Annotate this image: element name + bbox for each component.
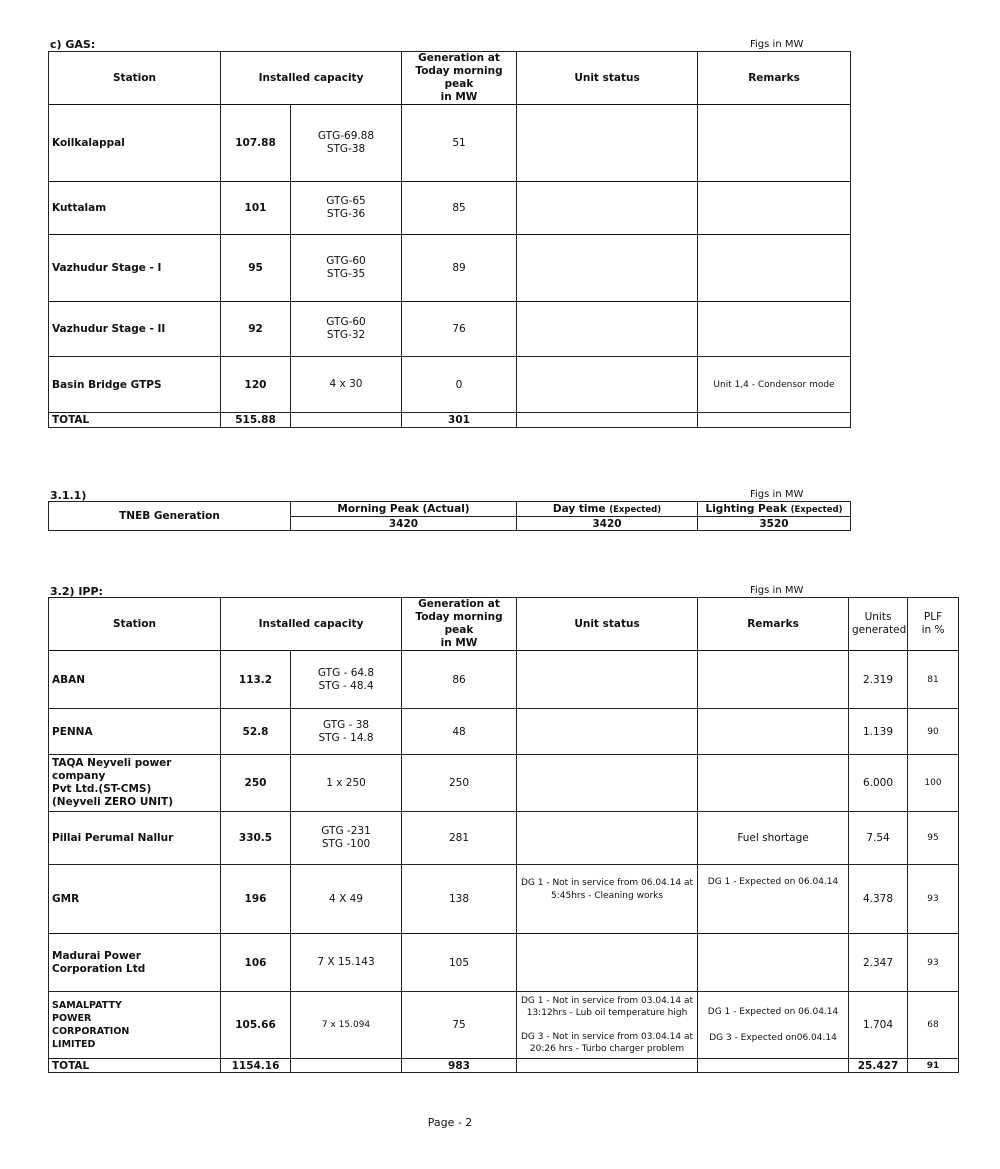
gas-unit-status — [517, 235, 698, 302]
gas-station: Koilkalappal — [49, 105, 221, 182]
tneb-day-value: 3420 — [517, 517, 698, 531]
gas-unit-status — [517, 302, 698, 357]
gas-station: Basin Bridge GTPS — [49, 357, 221, 413]
ipp-unit-status: DG 1 - Not in service from 03.04.14 at 13:12hrs - Lub oil temperature high DG 3 - Not in service from 03.04.14 at 20:26 hrs - Turbo charger problem — [517, 992, 698, 1059]
gas-generation: 85 — [402, 182, 517, 235]
page-number: Page - 2 — [427, 1116, 473, 1129]
gas-capacity: 107.88 — [221, 105, 291, 182]
gas-header-generation: Generation at Today morning peak in MW — [402, 52, 517, 105]
ipp-total-row — [49, 1059, 959, 1073]
ipp-header-unit-status: Unit status — [517, 598, 698, 651]
gas-generation: 0 — [402, 357, 517, 413]
gas-units: GTG-69.88 STG-38 — [291, 105, 402, 182]
ipp-remarks — [698, 934, 849, 992]
ipp-units: 1 x 250 — [291, 755, 402, 812]
gas-unit-status — [517, 357, 698, 413]
ipp-units: 7 X 15.143 — [291, 934, 402, 992]
tneb-section-label: 3.1.1) — [50, 489, 87, 502]
ipp-units-generated: 7.54 — [849, 812, 908, 865]
gas-header-remarks: Remarks — [698, 52, 851, 105]
ipp-unit-status — [517, 709, 698, 755]
ipp-unit-status: DG 1 - Not in service from 06.04.14 at 5:45hrs - Cleaning works — [517, 865, 698, 934]
gas-station: Vazhudur Stage - I — [49, 235, 221, 302]
ipp-unit-status — [517, 651, 698, 709]
ipp-plf: 100 — [908, 755, 959, 812]
ipp-units: GTG -231 STG -100 — [291, 812, 402, 865]
ipp-units: GTG - 64.8 STG - 48.4 — [291, 651, 402, 709]
ipp-header-generation: Generation at Today morning peak in MW — [402, 598, 517, 651]
gas-header-station: Station — [49, 52, 221, 105]
ipp-units-generated: 4.378 — [849, 865, 908, 934]
gas-units: 4 x 30 — [291, 357, 402, 413]
ipp-header-installed: Installed capacity — [221, 598, 402, 651]
table-row — [49, 755, 959, 812]
tneb-morning-value: 3420 — [291, 517, 517, 531]
ipp-remarks — [698, 709, 849, 755]
ipp-units-generated: 1.139 — [849, 709, 908, 755]
gas-remarks — [698, 235, 851, 302]
ipp-remarks — [698, 755, 849, 812]
table-row — [49, 182, 851, 235]
ipp-figs-note: Figs in MW — [750, 585, 804, 596]
tneb-header-day: Day time (Expected) — [517, 502, 698, 517]
tneb-table — [48, 501, 851, 531]
gas-section-label: c) GAS: — [50, 38, 96, 51]
ipp-remarks — [698, 651, 849, 709]
ipp-station: TAQA Neyveli power company Pvt Ltd.(ST-CMS) (Neyveli ZERO UNIT) — [49, 755, 221, 812]
gas-total-label: TOTAL — [49, 413, 221, 428]
gas-units: GTG-60 STG-35 — [291, 235, 402, 302]
gas-figs-note: Figs in MW — [750, 39, 804, 50]
gas-capacity: 92 — [221, 302, 291, 357]
ipp-section-label: 3.2) IPP: — [50, 585, 103, 598]
table-row — [49, 709, 959, 755]
gas-capacity: 101 — [221, 182, 291, 235]
ipp-total-label: TOTAL — [49, 1059, 221, 1073]
gas-remarks: Unit 1,4 - Condensor mode — [698, 357, 851, 413]
ipp-header-remarks: Remarks — [698, 598, 849, 651]
ipp-plf: 81 — [908, 651, 959, 709]
ipp-units-generated: 2.319 — [849, 651, 908, 709]
table-row — [49, 105, 851, 182]
ipp-units-generated: 6.000 — [849, 755, 908, 812]
table-row — [49, 651, 959, 709]
ipp-units: 7 x 15.094 — [291, 992, 402, 1059]
gas-header-unit-status: Unit status — [517, 52, 698, 105]
ipp-generation: 86 — [402, 651, 517, 709]
table-row — [49, 812, 959, 865]
ipp-generation: 250 — [402, 755, 517, 812]
ipp-total-units-generated: 25.427 — [849, 1059, 908, 1073]
ipp-remarks: Fuel shortage — [698, 812, 849, 865]
ipp-remarks: DG 1 - Expected on 06.04.14 — [698, 865, 849, 934]
ipp-generation: 281 — [402, 812, 517, 865]
ipp-station: PENNA — [49, 709, 221, 755]
table-row — [49, 357, 851, 413]
ipp-capacity: 330.5 — [221, 812, 291, 865]
ipp-unit-status — [517, 755, 698, 812]
gas-units: GTG-65 STG-36 — [291, 182, 402, 235]
tneb-row-label: TNEB Generation — [49, 502, 291, 531]
ipp-header-station: Station — [49, 598, 221, 651]
ipp-units-generated: 2.347 — [849, 934, 908, 992]
ipp-plf: 68 — [908, 992, 959, 1059]
ipp-station: SAMALPATTY POWER CORPORATION LIMITED — [49, 992, 221, 1059]
gas-units: GTG-60 STG-32 — [291, 302, 402, 357]
ipp-units: 4 X 49 — [291, 865, 402, 934]
ipp-station: Pillai Perumal Nallur — [49, 812, 221, 865]
ipp-remarks: DG 1 - Expected on 06.04.14 DG 3 - Expected on06.04.14 — [698, 992, 849, 1059]
ipp-unit-status — [517, 812, 698, 865]
gas-total-generation: 301 — [402, 413, 517, 428]
gas-table — [48, 51, 851, 428]
ipp-units-generated: 1.704 — [849, 992, 908, 1059]
ipp-plf: 93 — [908, 934, 959, 992]
table-row — [49, 235, 851, 302]
ipp-capacity: 250 — [221, 755, 291, 812]
tneb-header-morning: Morning Peak (Actual) — [291, 502, 517, 517]
tneb-header-lighting: Lighting Peak (Expected) — [698, 502, 851, 517]
gas-unit-status — [517, 182, 698, 235]
table-row — [49, 865, 959, 934]
gas-total-capacity: 515.88 — [221, 413, 291, 428]
tneb-lighting-value: 3520 — [698, 517, 851, 531]
table-row — [49, 302, 851, 357]
table-row — [49, 934, 959, 992]
ipp-capacity: 52.8 — [221, 709, 291, 755]
ipp-units: GTG - 38 STG - 14.8 — [291, 709, 402, 755]
ipp-total-plf: 91 — [908, 1059, 959, 1073]
gas-total-row — [49, 413, 851, 428]
ipp-station: GMR — [49, 865, 221, 934]
gas-capacity: 95 — [221, 235, 291, 302]
ipp-table — [48, 597, 959, 1073]
table-row — [49, 992, 959, 1059]
ipp-capacity: 105.66 — [221, 992, 291, 1059]
gas-generation: 89 — [402, 235, 517, 302]
gas-station: Kuttalam — [49, 182, 221, 235]
ipp-capacity: 113.2 — [221, 651, 291, 709]
ipp-station: Madurai Power Corporation Ltd — [49, 934, 221, 992]
gas-remarks — [698, 182, 851, 235]
ipp-generation: 105 — [402, 934, 517, 992]
gas-remarks — [698, 302, 851, 357]
gas-remarks — [698, 105, 851, 182]
ipp-total-generation: 983 — [402, 1059, 517, 1073]
ipp-plf: 95 — [908, 812, 959, 865]
gas-generation: 51 — [402, 105, 517, 182]
ipp-generation: 75 — [402, 992, 517, 1059]
ipp-generation: 138 — [402, 865, 517, 934]
ipp-capacity: 196 — [221, 865, 291, 934]
ipp-station: ABAN — [49, 651, 221, 709]
ipp-total-capacity: 1154.16 — [221, 1059, 291, 1073]
ipp-header-units-generated: Units generated — [849, 598, 908, 651]
ipp-plf: 93 — [908, 865, 959, 934]
tneb-figs-note: Figs in MW — [750, 489, 804, 500]
gas-capacity: 120 — [221, 357, 291, 413]
gas-unit-status — [517, 105, 698, 182]
ipp-unit-status — [517, 934, 698, 992]
gas-generation: 76 — [402, 302, 517, 357]
ipp-plf: 90 — [908, 709, 959, 755]
ipp-header-plf: PLF in % — [908, 598, 959, 651]
ipp-capacity: 106 — [221, 934, 291, 992]
gas-header-installed: Installed capacity — [221, 52, 402, 105]
gas-station: Vazhudur Stage - II — [49, 302, 221, 357]
ipp-generation: 48 — [402, 709, 517, 755]
